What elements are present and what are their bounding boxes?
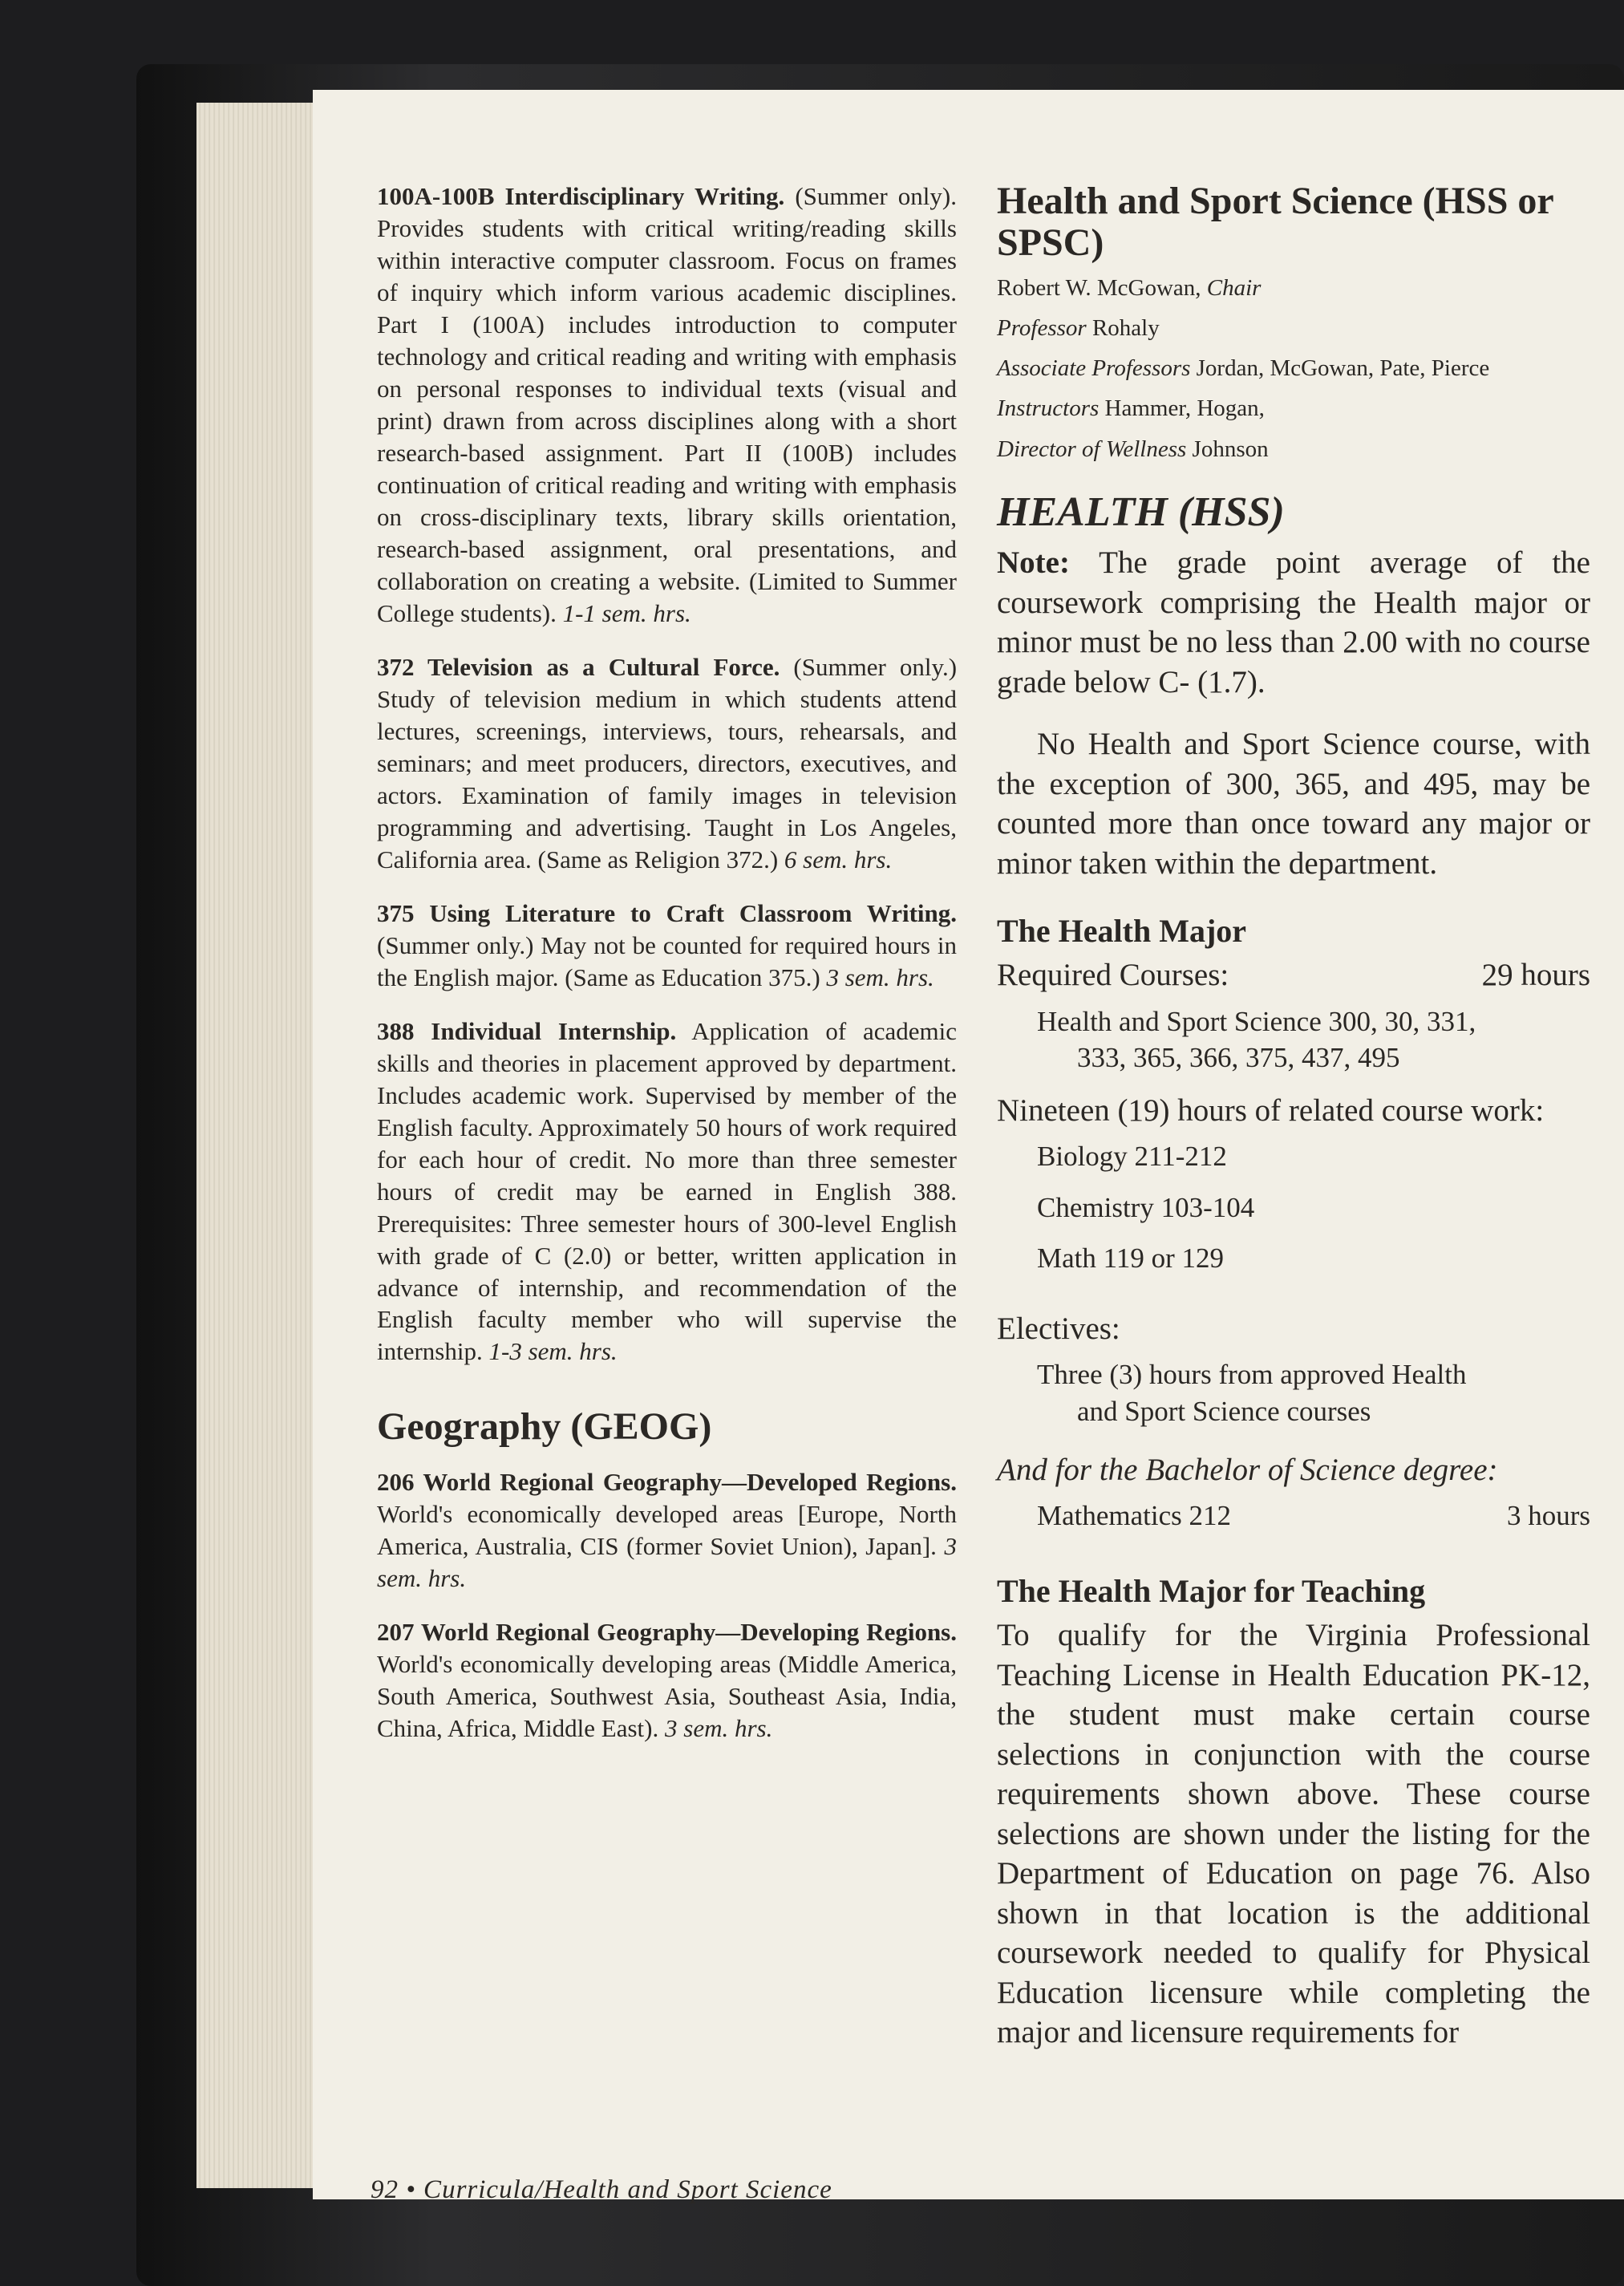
course-entry-207: 207 World Regional Geography—Developing Regions. World's economically developing areas (Middle America, South America, Southwest Asia, Southeast Asia, India, China, Africa, Middle East). 3 sem. hrs. xyxy=(377,1618,957,1743)
course-entry-372: 372 Television as a Cultural Force. (Summer only.) Study of television medium in which students attend lectures, screenings, interviews, tours, rehearsals, and seminars; and meet producers, directors, executives, and actors. Examination of family images in television programming and advertising. Taught in Los Angeles, California area. (Same as Religion 372.) 6 sem. hrs. xyxy=(377,652,958,873)
page-edges xyxy=(196,103,317,2188)
geography-heading: Geography (GEOG) xyxy=(377,1405,712,1449)
related-item: Math 119 or 129 xyxy=(1037,1242,1224,1275)
health-hss-heading: HEALTH (HSS) xyxy=(997,488,1285,535)
electives-detail: Three (3) hours from approved Health and Sport Science courses xyxy=(1037,1359,1467,1427)
bachelor-science-row: Mathematics 212 3 hours xyxy=(1037,1499,1590,1531)
right-column xyxy=(997,180,1590,2075)
course-count-paragraph: No Health and Sport Science course, with the exception of 300, 365, and 495, may be counted more than once toward any major or minor taken within the department. xyxy=(997,727,1590,881)
page-footer: 92 • Curricula/Health and Sport Science xyxy=(371,2175,832,2204)
course-entry-375: 375 Using Literature to Craft Classroom Writing. (Summer only.) May not be counted for required hours in the English major. (Same as Education 375.) 3 sem. hrs. xyxy=(377,898,957,991)
faculty-list xyxy=(997,274,1590,464)
electives-label: Electives: xyxy=(997,1311,1120,1346)
required-courses-row: Required Courses: 29 hours xyxy=(997,958,1590,993)
course-entry-206: 206 World Regional Geography—Developed Regions. World's economically developed areas [Europe, North America, Australia, CIS (former Soviet Union), Japan]. 3 sem. hrs. xyxy=(377,1468,957,1593)
related-item: Biology 211-212 xyxy=(1037,1141,1227,1173)
left-column xyxy=(377,180,957,1766)
related-coursework-label: Nineteen (19) hours of related course work: xyxy=(997,1092,1545,1128)
teaching-major-heading: The Health Major for Teaching xyxy=(997,1573,1426,1610)
course-entry-100a: 100A-100B Interdisciplinary Writing. (Summer only). Provides students with critical writing/reading skills within interactive computer classroom. Focus on frames of inquiry which inform various academic disciplines. Part I (100A) includes introduction to computer technology and critical reading and writing with emphasis on personal responses to individual texts (visual and print) drawn from across disciplines along with a short research-based assignment. Part II (100B) includes continuation of critical reading and writing with emphasis on cross-disciplinary texts, library skills orientation, research-based assignment, oral presentations, and collaboration on creating a website. (Limited to Summer College students). 1-1 sem. hrs. xyxy=(377,182,957,627)
faculty-professor: Professor Rohaly xyxy=(997,314,1160,341)
course-entry-388: 388 Individual Internship. Application of academic skills and theories in placement approved by department. Includes academic work. Supervised by member of the English faculty. Approximately 50 hours of work required for each hour of credit. No more than three semester hours of credit may be earned in English 388. Prerequisites: Three semester hours of 300-level English with grade of C (2.0) or better, written application in advance of internship, and recommendation of the English faculty member who will supervise the internship. 1-3 sem. hrs. xyxy=(377,1016,957,1366)
health-major-heading: The Health Major xyxy=(997,913,1247,950)
required-courses-list: Health and Sport Science 300, 30, 331, 333, 365, 366, 375, 437, 495 xyxy=(1037,1005,1476,1074)
faculty-instructors: Instructors Hammer, Hogan, xyxy=(997,395,1265,422)
teaching-paragraph: To qualify for the Virginia Professional Teaching License in Health Education PK-12, the student must make certain course selections in conjunction with the course requirements shown above. These course selections are shown under the listing for the Department of Education on page 76. Also shown in that location is the additional coursework needed to qualify for Physical Education licensure while completing the major and licensure requirements for xyxy=(997,1618,1590,2050)
related-item: Chemistry 103-104 xyxy=(1037,1191,1255,1223)
bachelor-science-label: And for the Bachelor of Science degree: xyxy=(997,1453,1498,1488)
faculty-chair: Robert W. McGowan, Chair xyxy=(997,274,1262,301)
faculty-associate: Associate Professors Jordan, McGowan, Pate, Pierce xyxy=(997,355,1490,382)
faculty-wellness: Director of Wellness Johnson xyxy=(997,436,1269,462)
note-paragraph: Note: The grade point average of the coursework comprising the Health major or minor must be no less than 2.00 with no course grade below C- (1.7). xyxy=(997,545,1590,699)
department-heading: Health and Sport Science (HSS or SPSC) xyxy=(997,180,1553,264)
